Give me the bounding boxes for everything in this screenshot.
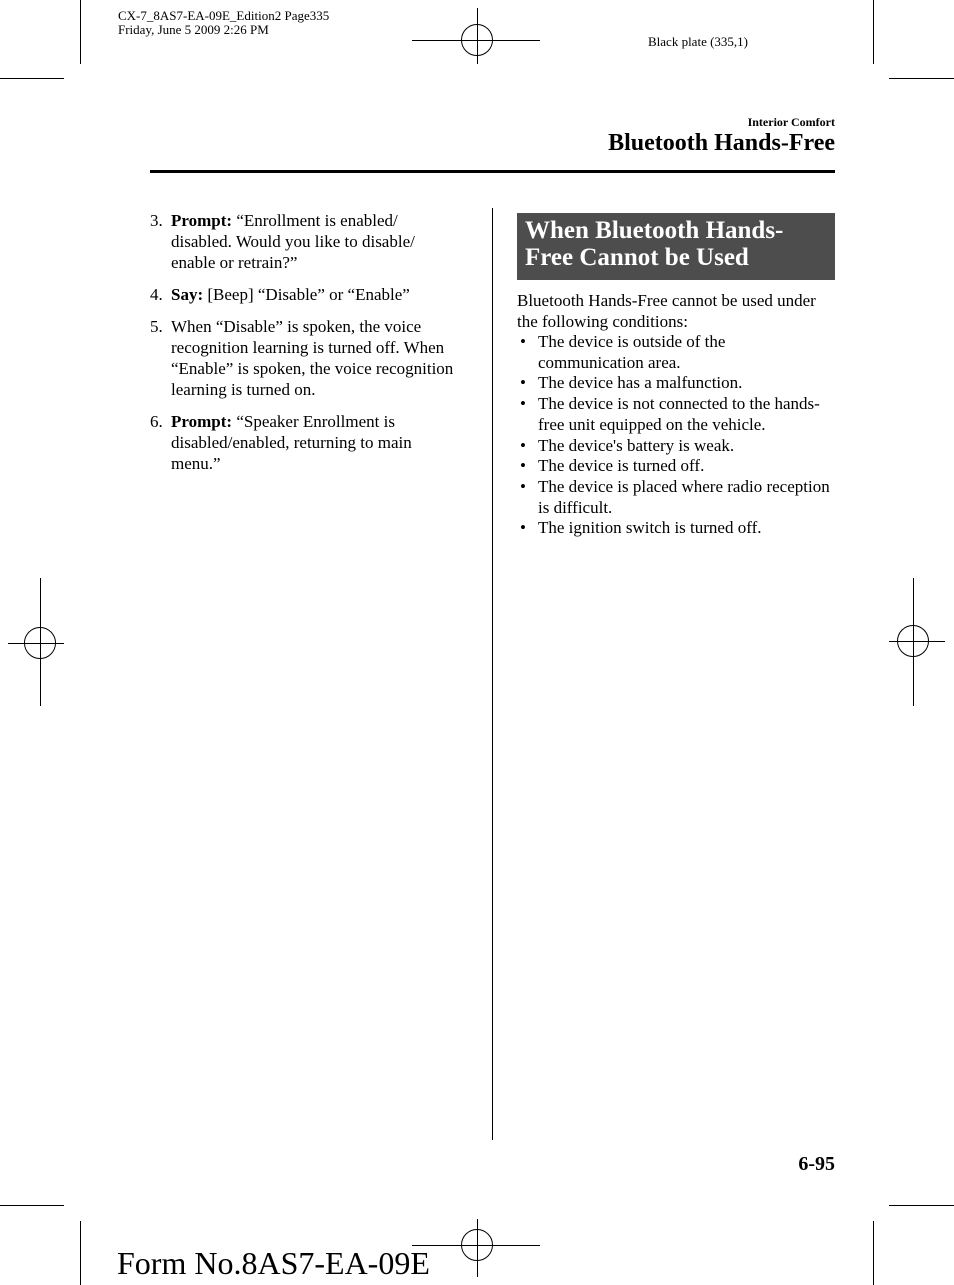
condition-text: The device is placed where radio reception is difficult. [538,476,830,517]
bullet-icon: • [520,394,526,414]
step-lead: Prompt: [171,412,233,431]
bullet-icon: • [520,518,526,538]
heading-rule [150,170,835,173]
crop-mark [80,1221,81,1285]
print-slug-date: Friday, June 5 2009 2:26 PM [118,22,269,37]
crop-mark [80,0,81,64]
page-number: 6-95 [798,1153,835,1175]
condition-text: The ignition switch is turned off. [538,518,762,538]
crop-mark [889,78,954,79]
crop-mark [889,1205,954,1206]
condition-list [517,332,835,539]
page-title: Bluetooth Hands-Free [608,130,835,156]
step-number: 6. [150,412,163,431]
crop-mark [0,78,64,79]
step-lead: Prompt: [171,211,233,230]
form-number: Form No.8AS7-EA-09E [117,1245,430,1281]
step-item [150,411,460,474]
condition-item [517,477,835,518]
step-number: 4. [150,285,163,304]
bullet-icon: • [520,373,526,393]
step-number: 3. [150,211,163,230]
condition-text: The device is turned off. [538,456,705,476]
step-list [150,210,460,485]
section-heading-line: When Bluetooth Hands- [525,217,784,244]
condition-text: The device's battery is weak. [538,435,735,455]
condition-item [517,436,835,457]
condition-item [517,456,835,477]
condition-item [517,373,835,394]
step-item [150,210,460,273]
condition-text: The device is outside of the communication area. [538,332,726,372]
crop-mark [0,1205,64,1206]
condition-item [517,518,835,539]
section-heading-box [517,213,835,280]
bullet-icon: • [520,456,526,476]
section-label: Interior Comfort [747,115,835,129]
step-text: When “Disable” is spoken, the voice recognition learning is turned off. When “Enable” is spoken, the voice recognition learning is turned on. [171,317,454,399]
bullet-icon: • [520,435,526,455]
condition-text: The device has a malfunction. [538,373,743,393]
step-number: 5. [150,317,163,336]
crop-mark [873,1221,874,1285]
crop-mark [873,0,874,64]
condition-item [517,394,835,435]
step-text: “Enrollment is enabled/ disabled. Would you like to disable/ enable or retrain?” [171,211,415,272]
step-item [150,284,460,305]
section-heading-line: Free Cannot be Used [525,244,749,271]
step-text: “Speaker Enrollment is disabled/enabled, returning to main menu.” [171,412,412,473]
step-text: [Beep] “Disable” or “Enable” [203,285,410,304]
print-slug-file: CX-7_8AS7-EA-09E_Edition2 Page335 [118,8,330,23]
step-item [150,316,460,400]
column-divider [492,208,493,1140]
print-slug-plate: Black plate (335,1) [648,34,748,49]
intro-paragraph: Bluetooth Hands-Free cannot be used under the following conditions: [517,291,816,331]
bullet-icon: • [520,476,526,496]
condition-text: The device is not connected to the hands-free unit equipped on the vehicle. [538,394,820,434]
condition-item [517,332,835,373]
bullet-icon: • [520,332,526,351]
step-lead: Say: [171,285,204,304]
